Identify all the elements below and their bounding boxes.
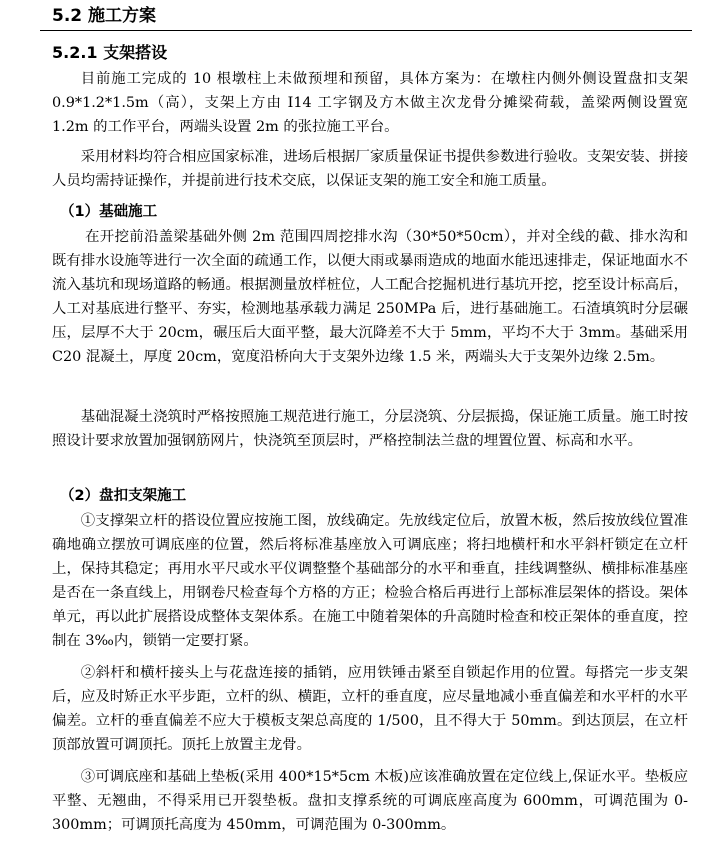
foundation-paragraph-2: 基础混凝土浇筑时严格按照施工规范进行施工，分层浇筑、分层振捣，保证施工质量。施工时按照设计要求放置加强钢筋网片，快浇筑至顶层时，严格控制法兰盘的埋置位置、标高和水平。	[52, 409, 688, 449]
foundation-heading: （1）基础施工	[60, 204, 158, 220]
scaffold-heading: （2）盘扣支架施工	[60, 488, 187, 504]
scaffold-paragraph-2: ②斜杆和横杆接头上与花盘连接的插销，应用铁锤击紧至自锁起作用的位置。每搭完一步支架后，应及时矫正水平步距，立杆的纵、横距，立杆的垂直度，应尽量地减小垂直偏差和水平杆的水平偏差。立杆的垂直偏差不应大于模板支架总高度的 1/500，且不得大于 50mm。到达顶层，在立杆顶部放置可调顶托。顶托上放置主龙骨。	[52, 665, 688, 753]
section-heading: 5.2 施工方案	[52, 6, 157, 26]
heading-rule	[40, 30, 692, 31]
intro-paragraph-1: 目前施工完成的 10 根墩柱上未做预埋和预留，具体方案为：在墩柱内侧外侧设置盘扣支架 0.9*1.2*1.5m（高），支架上方由 I14 工字钢及方木做主次龙骨分摊梁荷载，盖梁两侧设置宽 1.2m 的工作平台，两端头设置 2m 的张拉施工平台。	[52, 71, 688, 135]
scaffold-paragraph-1: ①支撑架立杆的搭设位置应按施工图，放线确定。先放线定位后，放置木板，然后按放线位置准确地确立摆放可调底座的位置，然后将标准基座放入可调底座；将扫地横杆和水平斜杆锁定在立杆上，保持其稳定；再用水平尺或水平仪调整整个基础部分的水平和垂直，挂线调整纵、横排标准基座是否在一条直线上，用钢卷尺检查每个方格的方正；检验合格后再进行上部标准层架体的搭设。架体单元，再以此扩展搭设成整体支架体系。在施工中随着架体的升高随时检查和校正架体的垂直度，控制在 3‰内，锁销一定要打紧。	[52, 513, 688, 649]
intro-paragraph-2: 采用材料均符合相应国家标准，进场后根据厂家质量保证书提供参数进行验收。支架安装、拼接人员均需持证操作，并提前进行技术交底，以保证支架的施工安全和施工质量。	[52, 149, 688, 189]
foundation-paragraph-1: 在开挖前沿盖梁基础外侧 2m 范围四周挖排水沟（30*50*50cm），并对全线的截、排水沟和既有排水设施等进行一次全面的疏通工作，以便大雨或暴雨造成的地面水能迅速排走，保证地面水不流入基坑和现场道路的畅通。根据测量放样桩位，人工配合挖掘机进行基坑开挖，挖至设计标高后，人工对基底进行整平、夯实，检测地基承载力满足 250MPa 后，进行基础施工。石渣填筑时分层碾压，层厚不大于 20cm，碾压后大面平整，最大沉降差不大于 5mm，平均不大于 3mm。基础采用 C20 混凝土，厚度 20cm，宽度沿桥向大于支架外边缘 1.5 米，两端头大于支架外边缘 2.5m。	[52, 229, 688, 365]
scaffold-paragraph-3: ③可调底座和基础上垫板(采用 400*15*5cm 木板)应该准确放置在定位线上,保证水平。垫板应平整、无翘曲，不得采用已开裂垫板。盘扣支撑系统的可调底座高度为 600mm，可调范围为 0-300mm；可调顶托高度为 450mm，可调范围为 0-300mm。	[52, 769, 688, 833]
subsection-heading: 5.2.1 支架搭设	[52, 43, 168, 62]
